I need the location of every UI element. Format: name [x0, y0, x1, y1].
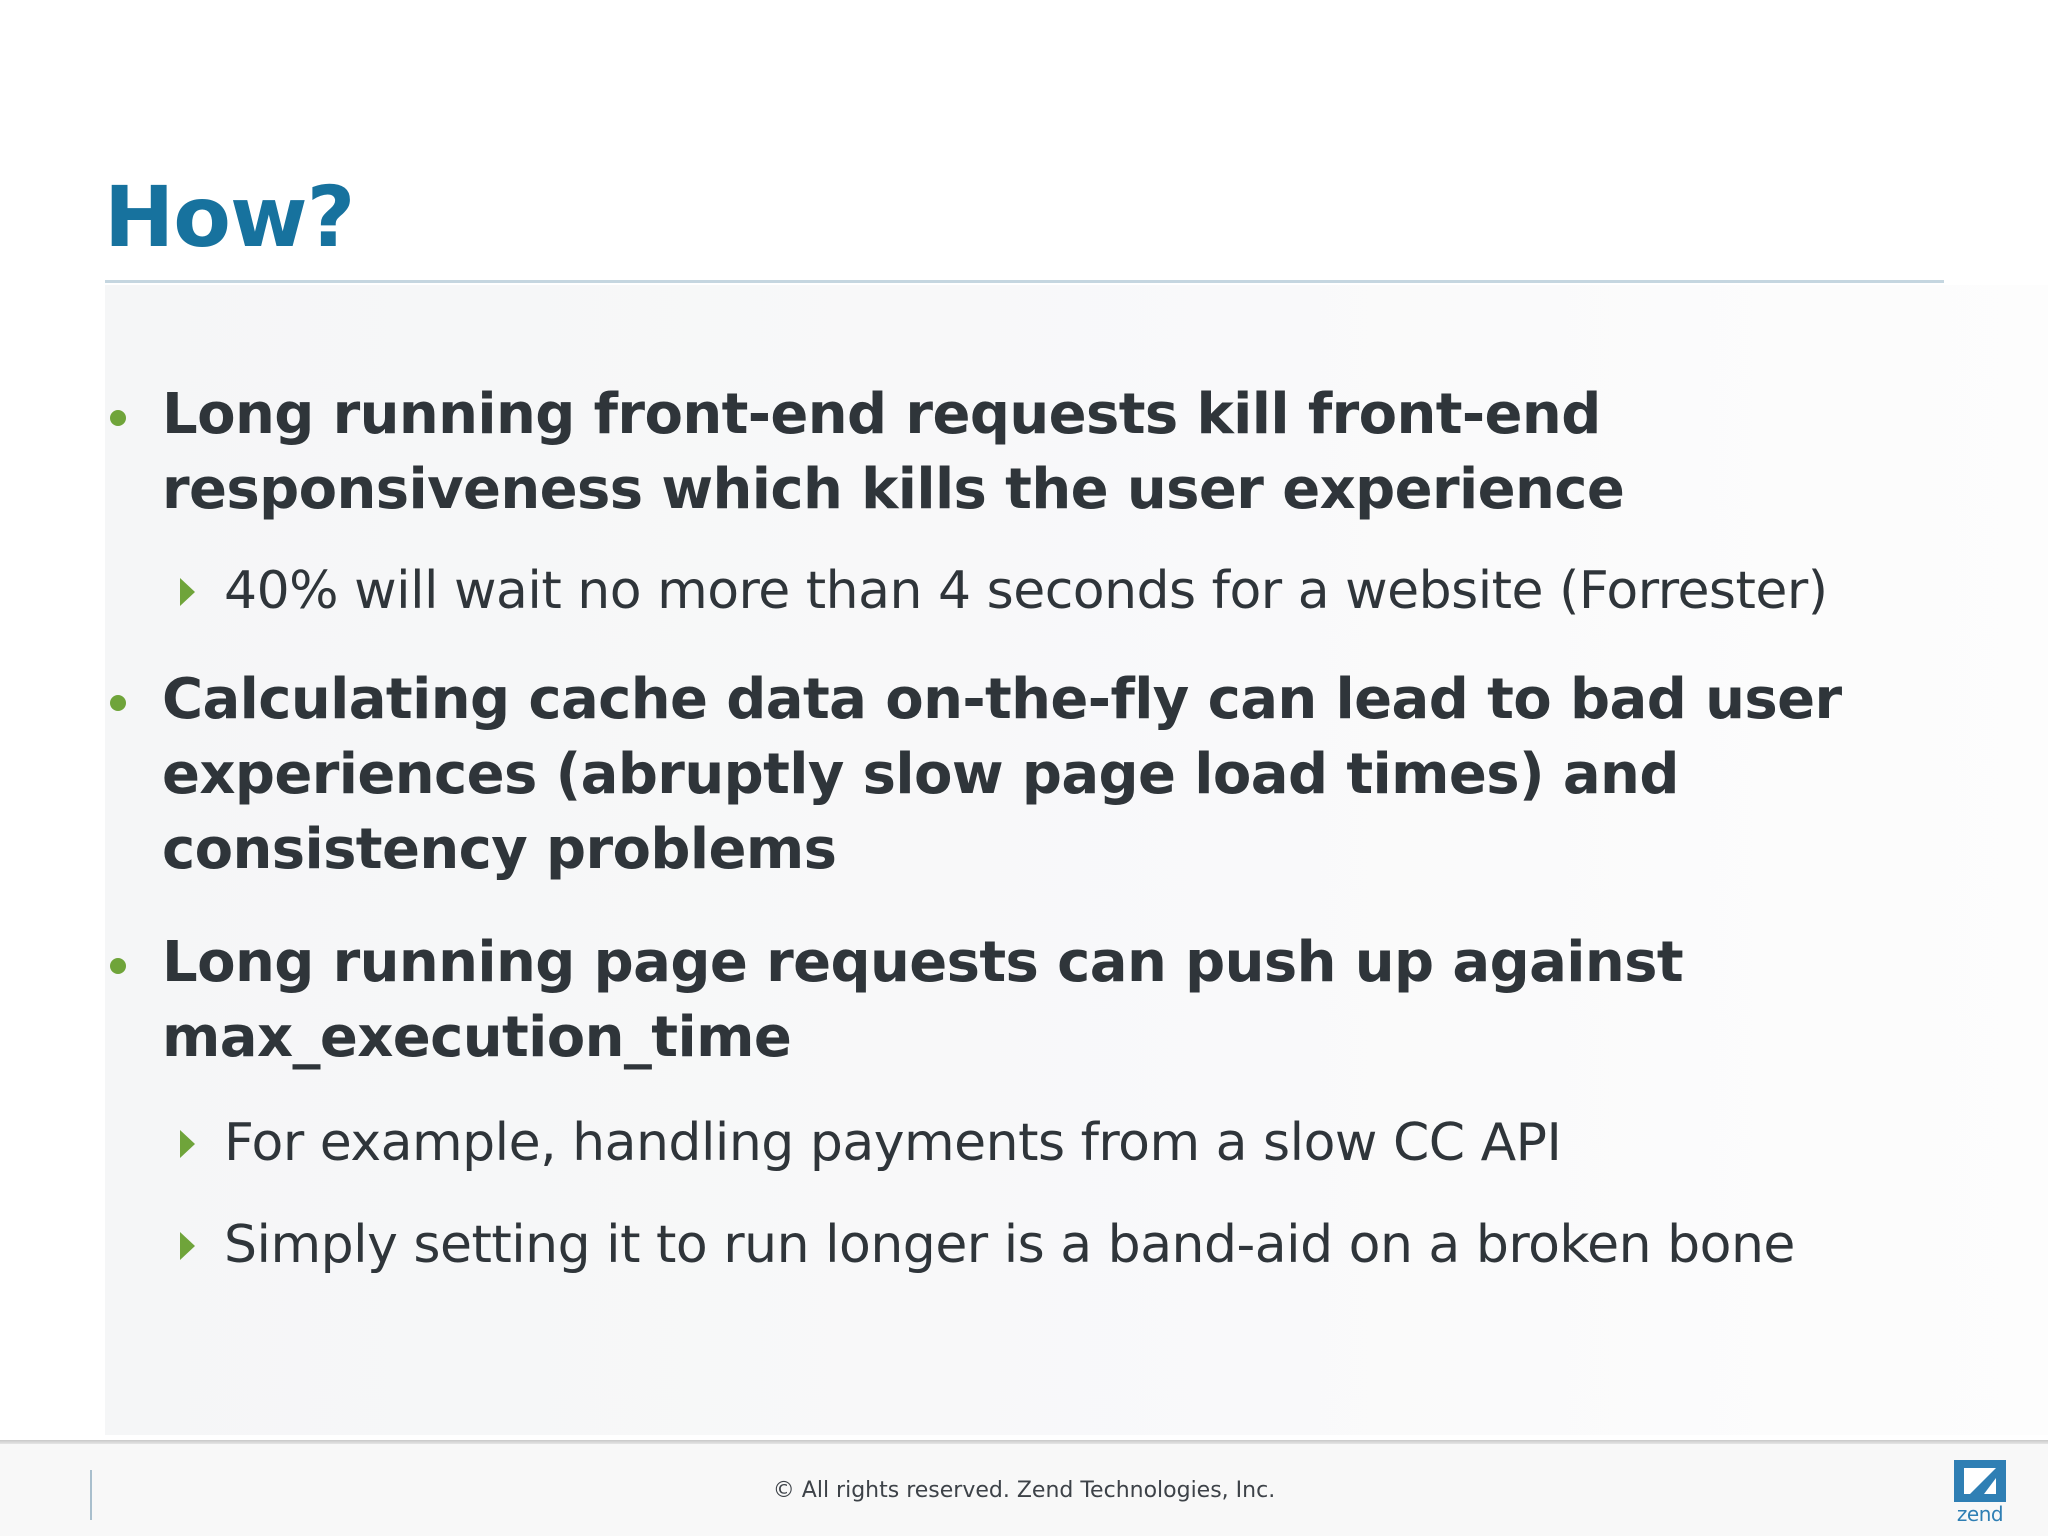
- zend-logo-text: zend: [1956, 1502, 2004, 1526]
- sub-bullet-item: [224, 556, 1924, 626]
- triangle-bullet-icon: [180, 1130, 195, 1158]
- bullet-item: [162, 377, 1902, 527]
- bullet-text: Calculating cache data on-the-fly can lead to bad user experiences (abruptly slow page load times) and consistency problems: [162, 667, 1842, 882]
- triangle-bullet-icon: [180, 578, 195, 606]
- bullet-item: [162, 662, 1902, 887]
- sub-bullet-item: [224, 1108, 1924, 1178]
- title-underline: [105, 280, 1944, 283]
- copyright-text: © All rights reserved. Zend Technologies, Inc.: [772, 1478, 1276, 1503]
- sub-bullet-text: Simply setting it to run longer is a band-aid on a broken bone: [224, 1215, 1795, 1275]
- bullet-dot-icon: [110, 410, 126, 426]
- bullet-dot-icon: [110, 695, 126, 711]
- bullet-dot-icon: [110, 958, 126, 974]
- bullet-item: [162, 925, 1902, 1075]
- slide-title: How?: [104, 168, 355, 266]
- sub-bullet-item: [224, 1210, 1924, 1280]
- sub-bullet-text: 40% will wait no more than 4 seconds for a website (Forrester): [224, 561, 1828, 621]
- triangle-bullet-icon: [180, 1232, 195, 1260]
- bullet-text: Long running front-end requests kill front-end responsiveness which kills the user experience: [162, 382, 1625, 522]
- sub-bullet-text: For example, handling payments from a slow CC API: [224, 1113, 1562, 1173]
- bullet-text: Long running page requests can push up against max_execution_time: [162, 930, 1684, 1070]
